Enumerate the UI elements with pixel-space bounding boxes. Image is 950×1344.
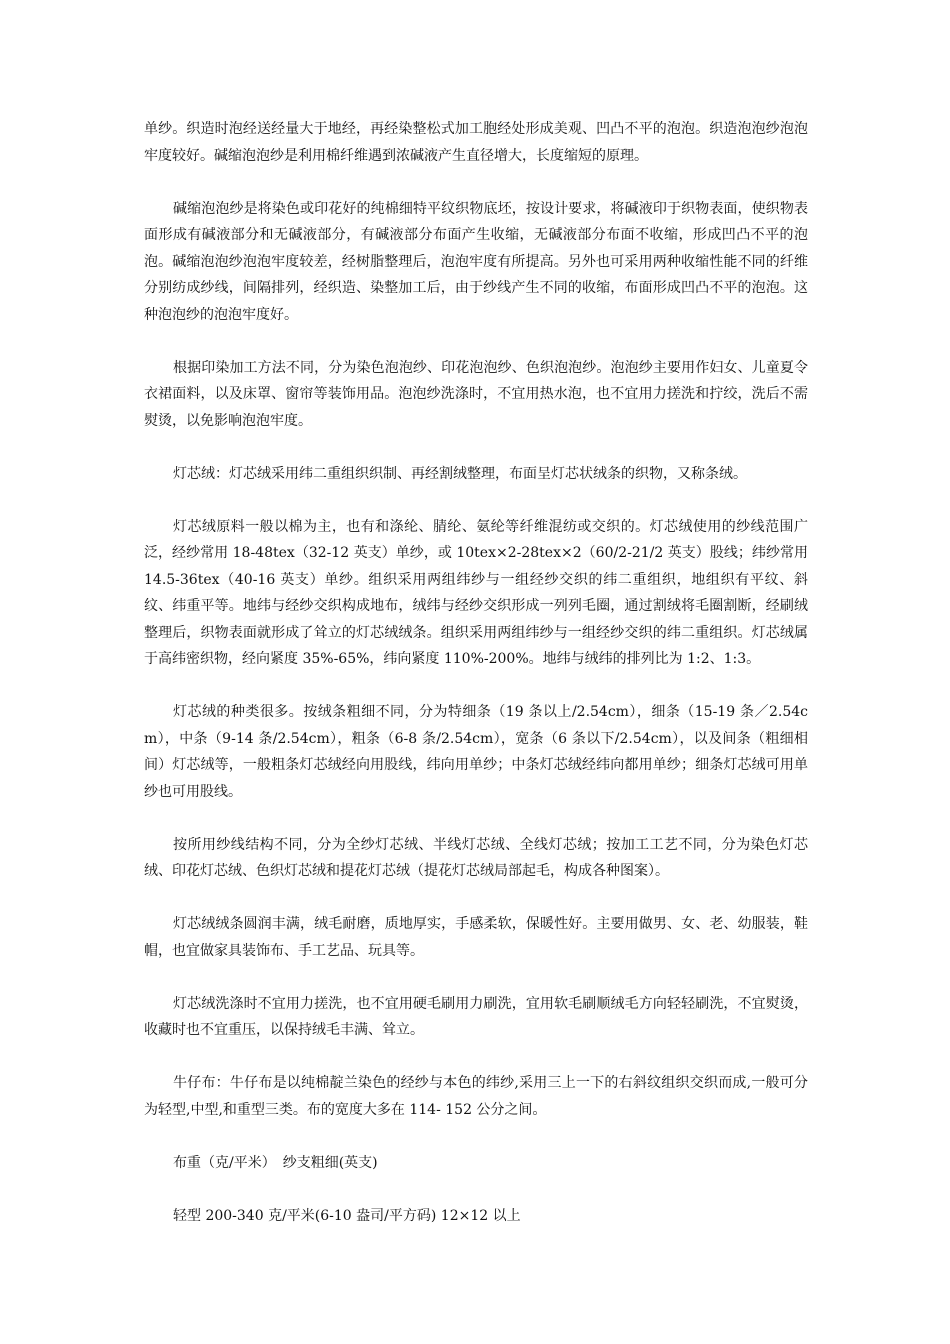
paragraph-corduroy-definition: 灯芯绒：灯芯绒采用纬二重组织织制、再经割绒整理，布面呈灯芯状绒条的织物，又称条绒。 (173, 465, 747, 482)
paragraph-corduroy-care: 灯芯绒洗涤时不宜用力搓洗，也不宜用硬毛刷用力刷洗，宜用软毛刷顺绒毛方向轻轻刷洗，不宜熨烫，收藏时也不宜重压，以保持绒毛丰满、耸立。 (144, 995, 808, 1038)
paragraph-denim-definition: 牛仔布：牛仔布是以纯棉靛兰染色的经纱与本色的纬纱,采用三上一下的右斜纹组织交织而成,一般可分为轻型,中型,和重型三类。布的宽度大多在 114- 152 公分之间。 (144, 1075, 808, 1118)
paragraph-denim-table-header: 布重（克/平米） 纱支粗细(英支) (173, 1154, 378, 1171)
paragraph-alkali-seersucker: 碱缩泡泡纱是将染色或印花好的纯棉细特平纹织物底坯，按设计要求，将碱液印于织物表面，使织物表面形成有碱液部分和无碱液部分，有碱液部分布面产生收缩，无碱液部分布面不收缩，形成凹凸不平的泡泡。碱缩泡泡纱泡泡牢度较差，经树脂整理后，泡泡牢度有所提高。另外也可采用两种收缩性能不同的纤维分别纺成纱线，间隔排列，经织造、染整加工后，由于纱线产生不同的收缩，布面形成凹凸不平的泡泡。这种泡泡纱的泡泡牢度好。 (144, 200, 808, 323)
paragraph-corduroy-materials: 灯芯绒原料一般以棉为主，也有和涤纶、腈纶、氨纶等纤维混纺或交织的。灯芯绒使用的纱线范围广泛，经纱常用 18-48tex（32-12 英支）单纱，或 10tex×2-28tex×2（60/2-21/2 英支）股线；纬纱常用 14.5-36tex（40-16 英支）单纱。组织采用两组纬纱与一组经纱交织的纬二重组织，地组织有平纹、斜纹、纬重平等。地纬与经纱交织构成地布，绒纬与经纱交织形成一列列毛圈，通过割绒将毛圈割断，经刷绒整理后，织物表面就形成了耸立的灯芯绒绒条。组织采用两组纬纱与一组经纱交织的纬二重组织。灯芯绒属于高纬密织物，经向紧度 35%-65%，纬向紧度 110%-200%。地纬与绒纬的排列比为 1:2、1:3。 (144, 518, 808, 667)
paragraph-seersucker-intro: 单纱。织造时泡经送经量大于地经，再经染整松式加工胞经处形成美观、凹凸不平的泡泡。织造泡泡纱泡泡牢度较好。碱缩泡泡纱是利用棉纤维遇到浓碱液产生直径增大，长度缩短的原理。 (144, 121, 808, 164)
document-body (144, 116, 808, 1229)
paragraph-corduroy-uses: 灯芯绒绒条圆润丰满，绒毛耐磨，质地厚实，手感柔软，保暖性好。主要用做男、女、老、幼服装，鞋帽，也宜做家具装饰布、手工艺品、玩具等。 (144, 916, 808, 959)
paragraph-denim-light-row: 轻型 200-340 克/平米(6-10 盎司/平方码) 12×12 以上 (173, 1207, 521, 1224)
paragraph-corduroy-varieties: 灯芯绒的种类很多。按绒条粗细不同，分为特细条（19 条以上/2.54cm），细条（15-19 条／2.54cm），中条（9-14 条/2.54cm），粗条（6-8 条/2.54cm），宽条（6 条以下/2.54cm），以及间条（粗细相间）灯芯绒等，一般粗条灯芯绒经向用股线，纬向用单纱；中条灯芯绒经纬向都用单纱；细条灯芯绒可用单纱也可用股线。 (144, 704, 808, 800)
paragraph-corduroy-yarn-structure: 按所用纱线结构不同，分为全纱灯芯绒、半线灯芯绒、全线灯芯绒；按加工工艺不同，分为染色灯芯绒、印花灯芯绒、色织灯芯绒和提花灯芯绒（提花灯芯绒局部起毛，构成各种图案）。 (144, 836, 808, 879)
paragraph-seersucker-types: 根据印染加工方法不同，分为染色泡泡纱、印花泡泡纱、色织泡泡纱。泡泡纱主要用作妇女、儿童夏令衣裙面料，以及床罩、窗帘等装饰用品。泡泡纱洗涤时，不宜用热水泡，也不宜用力搓洗和拧绞，洗后不需熨烫，以免影响泡泡牢度。 (144, 359, 808, 429)
